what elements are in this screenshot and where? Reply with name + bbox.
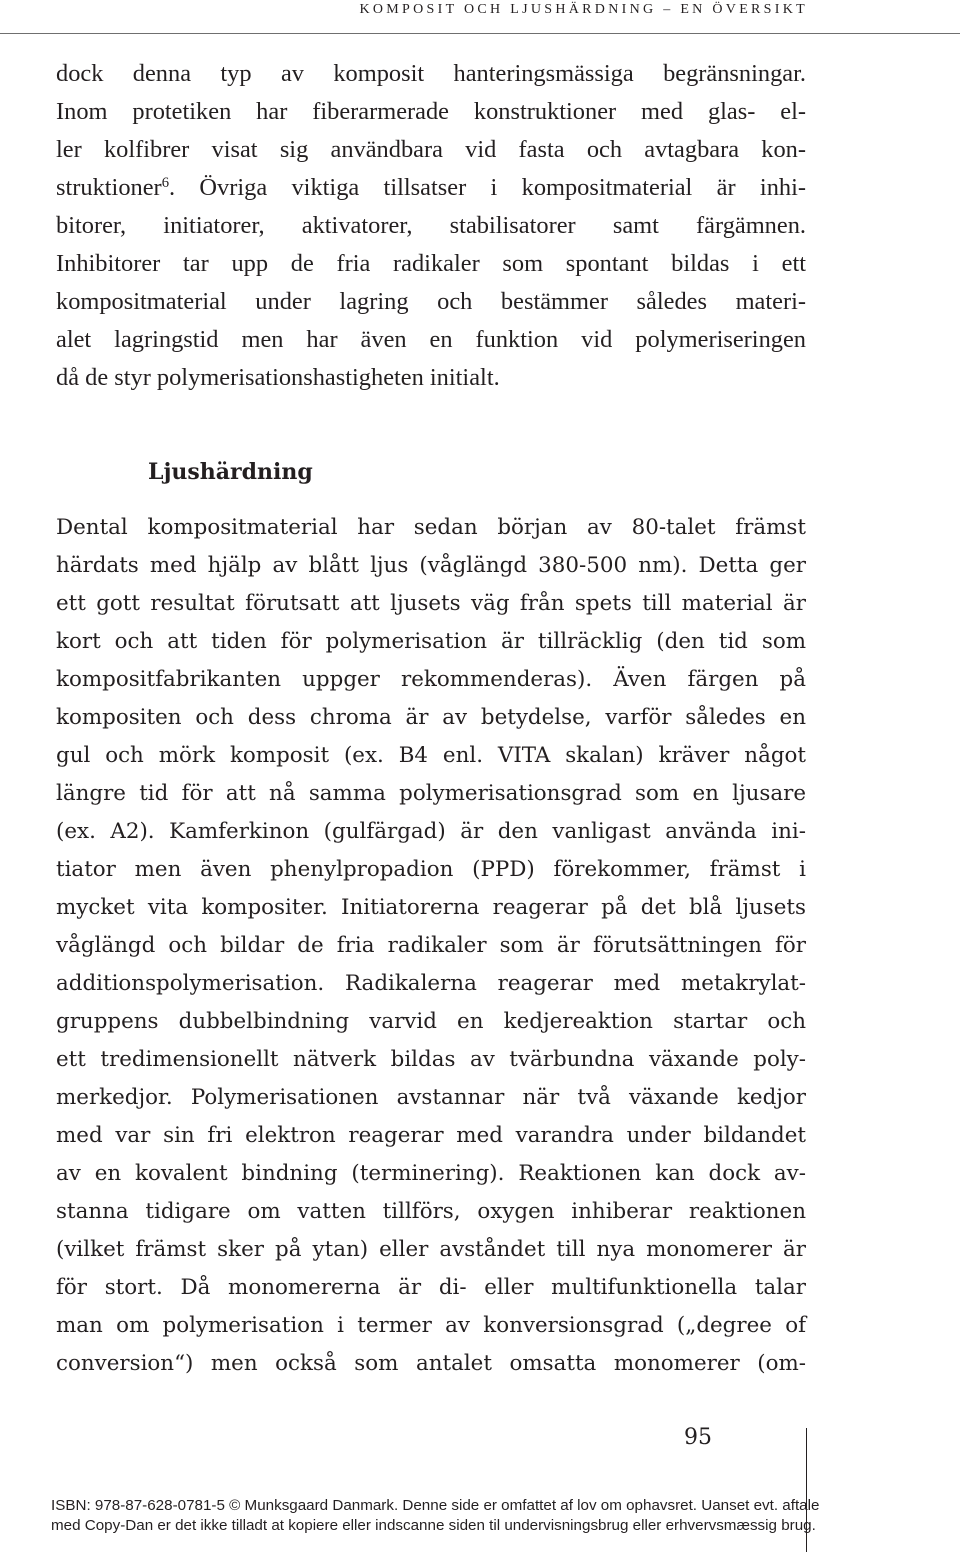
text-line: för stort. Då monomererna är di- eller multifunktionella talar — [56, 1275, 806, 1300]
text-line: då de styr polymerisationshastigheten initialt. — [56, 364, 500, 391]
text-line: gul och mörk komposit (ex. B4 enl. VITA skalan) kräver något — [56, 743, 806, 768]
text-line: stanna tidigare om vatten tillförs, oxygen inhiberar reaktionen — [56, 1199, 806, 1224]
text-line: kort och att tiden för polymerisation är tillräcklig (den tid som — [56, 629, 806, 654]
text-line: kompositmaterial under lagring och bestämmer således materi- — [56, 288, 806, 315]
text-segment: . Övriga viktiga tillsatser i kompositmaterial är inhi- — [169, 174, 806, 201]
text-line: (ex. A2). Kamferkinon (gulfärgad) är den vanligast använda ini- — [56, 819, 806, 844]
text-line: med var sin fri elektron reagerar med varandra under bildandet — [56, 1123, 806, 1148]
text-line: tiator men även phenylpropadion (PPD) förekommer, främst i — [56, 857, 806, 882]
text-line: dock denna typ av komposit hanteringsmässiga begränsningar. — [56, 60, 806, 87]
text-line: av en kovalent bindning (terminering). Reaktionen kan dock av- — [56, 1161, 806, 1186]
text-line: additionspolymerisation. Radikalerna reagerar med metakrylat- — [56, 971, 806, 996]
text-line: (vilket främst sker på ytan) eller avståndet till nya monomerer är — [56, 1237, 806, 1262]
text-line: Inom protetiken har fiberarmerade konstruktioner med glas- el- — [56, 98, 806, 125]
text-line — [56, 169, 806, 207]
text-line: mycket vita kompositer. Initiatorerna reagerar på det blå ljusets — [56, 895, 806, 920]
text-line: våglängd och bildar de fria radikaler som är förutsättningen för — [56, 933, 806, 958]
page-number: 95 — [684, 1425, 712, 1450]
text-line: alet lagringstid men har även en funktion vid polymeriseringen — [56, 326, 806, 353]
text-line: Inhibitorer tar upp de fria radikaler som spontant bildas i ett — [56, 250, 806, 277]
header-rule — [0, 33, 960, 34]
text-line: kompositen och dess chroma är av betydelse, varför således en — [56, 705, 806, 730]
text-line: gruppens dubbelbindning varvid en kedjereaktion startar och — [56, 1009, 806, 1034]
text-line: ett gott resultat förutsatt att ljusets väg från spets till material är — [56, 591, 806, 616]
text-line: ett tredimensionellt nätverk bildas av tvärbundna växande poly- — [56, 1047, 806, 1072]
text-line: bitorer, initiatorer, aktivatorer, stabilisatorer samt färgämnen. — [56, 212, 806, 239]
section-heading: Ljushärdning — [148, 459, 313, 485]
text-line: conversion“) men också som antalet omsatta monomerer (om- — [56, 1351, 806, 1376]
copyright-notice-line: ISBN: 978-87-628-0781-5 © Munksgaard Danmark. Denne side er omfattet af lov om ophavsret. Uanset evt. aftale — [51, 1497, 820, 1514]
copyright-notice-line: med Copy-Dan er det ikke tilladt at kopiere eller indscanne siden til undervisningsbrug eller erhvervsmæssig brug. — [51, 1517, 816, 1534]
running-head: KOMPOSIT OCH LJUSHÄRDNING – EN ÖVERSIKT — [359, 2, 808, 17]
text-line: Dental kompositmaterial har sedan början av 80-talet främst — [56, 515, 806, 540]
word: struktioner — [56, 174, 162, 201]
text-line: merkedjor. Polymerisationen avstannar när två växande kedjor — [56, 1085, 806, 1110]
text-line: man om polymerisation i termer av konversionsgrad („degree of — [56, 1313, 806, 1338]
footnote-reference: 6 — [161, 174, 169, 191]
text-line: kompositfabrikanten uppger rekommenderas). Även färgen på — [56, 667, 806, 692]
text-line: längre tid för att nå samma polymerisationsgrad som en ljusare — [56, 781, 806, 806]
text-line: härdats med hjälp av blått ljus (våglängd 380-500 nm). Detta ger — [56, 553, 806, 578]
text-line: ler kolfibrer visat sig användbara vid fasta och avtagbara kon- — [56, 136, 806, 163]
